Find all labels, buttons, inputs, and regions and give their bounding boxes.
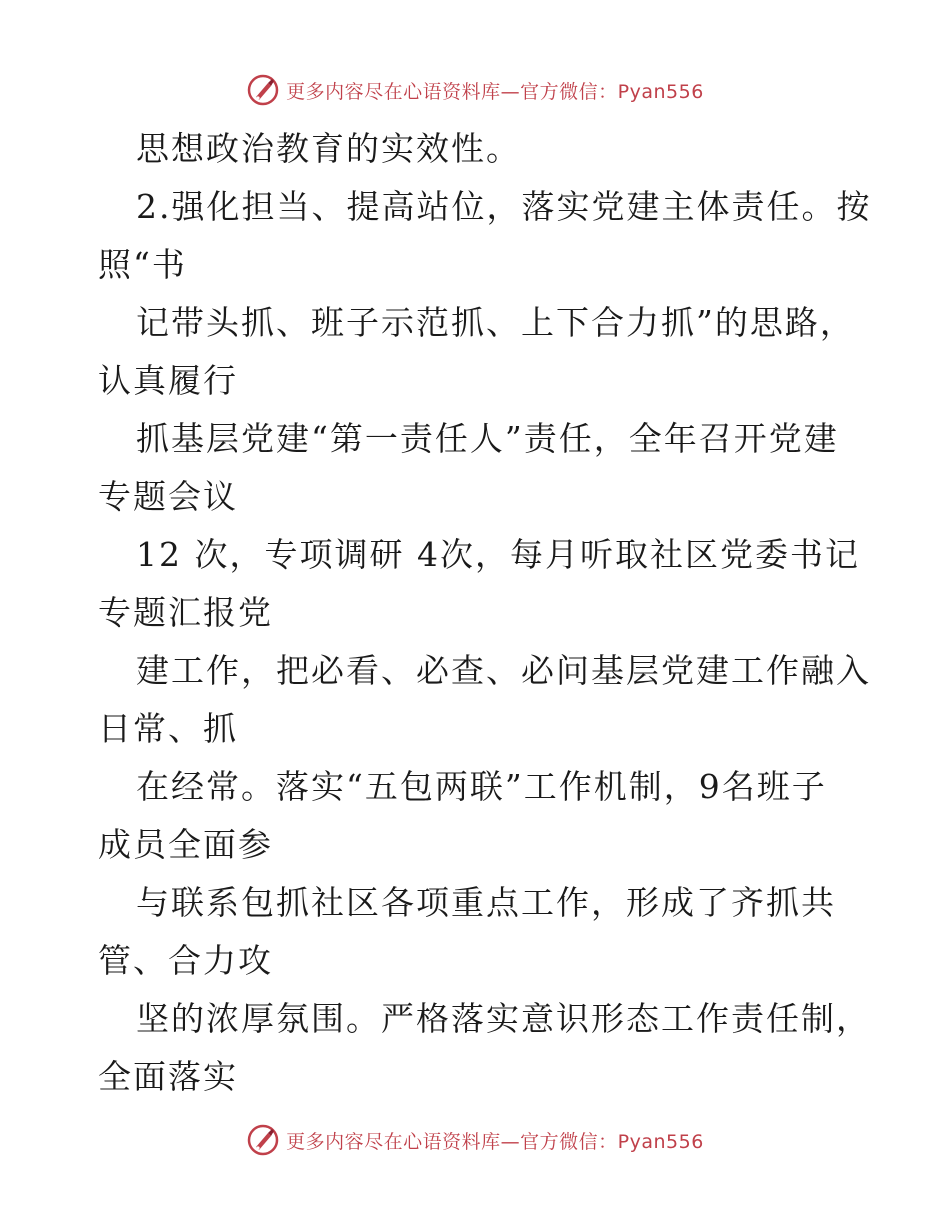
document-body xyxy=(98,120,872,1106)
footer-watermark xyxy=(0,1120,950,1160)
text-line: 抓基层党建“第一责任人”责任，全年召开党建 xyxy=(136,419,839,458)
text-line: 照“书 xyxy=(98,245,187,284)
pen-nib-circle-icon xyxy=(246,73,280,107)
text-line: 认真履行 xyxy=(98,361,238,400)
text-line: 成员全面参 xyxy=(98,825,273,864)
text-line: 思想政治教育的实效性。 xyxy=(136,129,521,168)
text-line: 12 次，专项调研 4次，每月听取社区党委书记 xyxy=(136,535,860,574)
text-line: 日常、抓 xyxy=(98,709,238,748)
text-line: 专题汇报党 xyxy=(98,593,273,632)
watermark-text: 更多内容尽在心语资料库—官方微信：Pyan556 xyxy=(286,80,704,103)
text-line: 在经常。落实“五包两联”工作机制，9名班子 xyxy=(136,767,827,806)
text-line: 专题会议 xyxy=(98,477,238,516)
text-line: 建工作，把必看、必查、必问基层党建工作融入 xyxy=(136,651,871,690)
text-line: 坚的浓厚氛围。严格落实意识形态工作责任制， xyxy=(136,999,871,1038)
text-line: 与联系包抓社区各项重点工作，形成了齐抓共 xyxy=(136,883,836,922)
text-line: 2.强化担当、提高站位，落实党建主体责任。按 xyxy=(136,187,872,226)
text-line: 记带头抓、班子示范抓、上下合力抓”的思路， xyxy=(136,303,855,342)
text-line: 全面落实 xyxy=(98,1057,238,1096)
header-watermark xyxy=(0,70,950,110)
text-line: 管、合力攻 xyxy=(98,941,273,980)
pen-nib-circle-icon xyxy=(246,1123,280,1157)
watermark-text: 更多内容尽在心语资料库—官方微信：Pyan556 xyxy=(286,1130,704,1153)
